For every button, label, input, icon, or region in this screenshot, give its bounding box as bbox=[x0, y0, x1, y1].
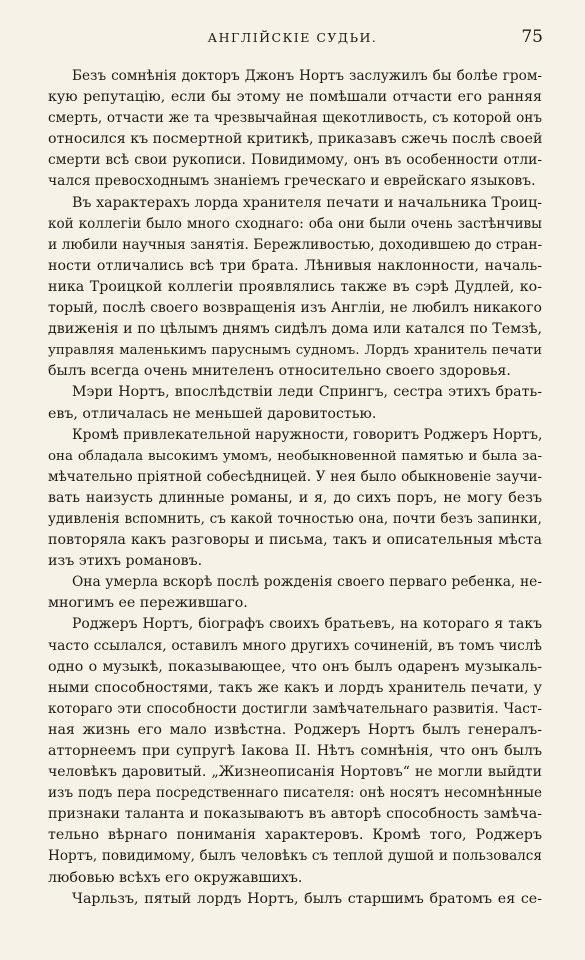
text-line: мѣчательно пріятной собесѣдницей. У нея было обыкновеніе заучи- bbox=[48, 468, 542, 485]
text-line: Нортъ, повидимому, былъ человѣкъ съ теплой душой и пользовался bbox=[48, 848, 542, 865]
text-line: многимъ ее пережившаго. bbox=[48, 595, 248, 612]
text-line: Она умерла вскорѣ послѣ рожденія своего перваго ребенка, не- bbox=[72, 574, 542, 591]
text-line: кую репутацію, если бы этому не помѣшали отчасти его ранняя bbox=[48, 89, 542, 106]
text-line: она обладала высокимъ умомъ, необыкновенной памятью и была за- bbox=[48, 448, 542, 464]
text-line: ника Троицкой коллегіи проявлялись также въ сэрѣ Дудлей, ко- bbox=[48, 278, 542, 295]
text-line: часто ссылался, оставилъ много другихъ сочиненій, въ томъ числѣ bbox=[48, 637, 542, 654]
text-line: управляя маленькимъ паруснымъ судномъ. Лордъ хранитель печати bbox=[48, 343, 542, 359]
text-line: кой коллегіи было много сходнаго: оба они были очень застѣнчивы bbox=[48, 215, 542, 232]
text-line: Чарльзъ, пятый лордъ Нортъ, былъ старшимъ братомъ ея се- bbox=[72, 890, 542, 907]
text-line: былъ всегда очень мнителенъ относительно своего здоровья. bbox=[48, 363, 511, 380]
running-head bbox=[0, 27, 585, 50]
text-line: атторнеемъ при супругѣ Іакова II. Нѣтъ сомнѣнія, что онъ былъ bbox=[48, 743, 542, 759]
text-line: смерть, отчасти же та чрезвычайная щекотливость, съ которой онъ bbox=[48, 110, 542, 127]
text-line: Кромѣ привлекательной наружности, говоритъ Роджеръ Нортъ, bbox=[72, 426, 543, 443]
paragraph bbox=[48, 614, 542, 888]
text-line: котораго эти способности достигли замѣчательнаго развитія. Част- bbox=[48, 700, 542, 717]
text-line: и любили научныя занятія. Бережливостью, доходившею до стран- bbox=[48, 236, 543, 253]
text-line: тельно вѣрнаго пониманія характеровъ. Кромѣ того, Роджеръ bbox=[48, 827, 542, 844]
paragraph bbox=[48, 382, 542, 424]
text-line: повторяла какъ разговоры и письма, такъ и описательныя мѣста bbox=[48, 532, 542, 549]
running-title: АНГЛІЙСКІЕ СУДЬИ. bbox=[207, 30, 378, 45]
text-line: ности отличались всѣ три брата. Лѣнивыя наклонности, началь- bbox=[48, 257, 542, 274]
text-line: любовью всѣхъ его окружавшихъ. bbox=[48, 869, 303, 886]
text-line: изъ этихъ романовъ. bbox=[48, 553, 203, 570]
body-text bbox=[48, 66, 542, 910]
text-line: евъ, отличалась не меньшей даровитостью. bbox=[48, 405, 377, 422]
text-line: чался превосходнымъ знаніемъ греческаго и еврейскаго языковъ. bbox=[48, 173, 536, 190]
paragraph bbox=[48, 193, 542, 383]
page-number: 75 bbox=[521, 27, 543, 47]
text-line: изъ подъ пера посредственнаго писателя: онѣ носятъ несомнѣнные bbox=[48, 785, 542, 802]
text-line: движенія и по цѣлымъ днямъ сидѣлъ дома или катался по Темзѣ, bbox=[48, 321, 542, 338]
paragraph bbox=[48, 66, 542, 193]
text-line: Безъ сомнѣнія докторъ Джонъ Нортъ заслужилъ бы болѣе гром- bbox=[72, 68, 542, 84]
text-line: ными способностями, такъ же какъ и лордъ хранитель печати, у bbox=[48, 679, 542, 696]
text-line: признаки таланта и показываютъ въ авторѣ способность замѣча- bbox=[48, 806, 542, 823]
text-line: относился къ посмертной критикѣ, приказавъ сжечь послѣ своей bbox=[48, 131, 543, 148]
text-line: смерти всѣ свои рукописи. Повидимому, онъ въ особенности отли- bbox=[48, 152, 542, 169]
text-line: Въ характерахъ лорда хранителя печати и начальника Троиц- bbox=[72, 194, 542, 211]
text-line: ная жизнь его мало извѣстна. Роджеръ Нортъ былъ генералъ- bbox=[48, 721, 542, 738]
text-line: одно о музыкѣ, показывающее, что онъ былъ одаренъ музыкаль- bbox=[48, 658, 542, 675]
paragraph bbox=[48, 889, 542, 910]
text-line: удивленія вспомнить, съ какой точностью она, почти безъ запинки, bbox=[48, 510, 542, 527]
text-line: торый, послѣ своего возвращенія изъ Англіи, не любилъ никакого bbox=[48, 300, 542, 317]
text-line: Роджеръ Нортъ, біографъ своихъ братьевъ, на котораго я такъ bbox=[72, 616, 542, 633]
text-line: вать наизусть длинные романы, и я, до сихъ поръ, не могу безъ bbox=[48, 489, 542, 506]
paragraph bbox=[48, 572, 542, 614]
text-line: человѣкъ даровитый. „Жизнеописанія Нортовъ“ не могли выйдти bbox=[48, 764, 542, 781]
text-line: Мэри Нортъ, впослѣдствіи леди Спрингъ, сестра этихъ брать- bbox=[72, 384, 542, 401]
paragraph bbox=[48, 425, 542, 573]
